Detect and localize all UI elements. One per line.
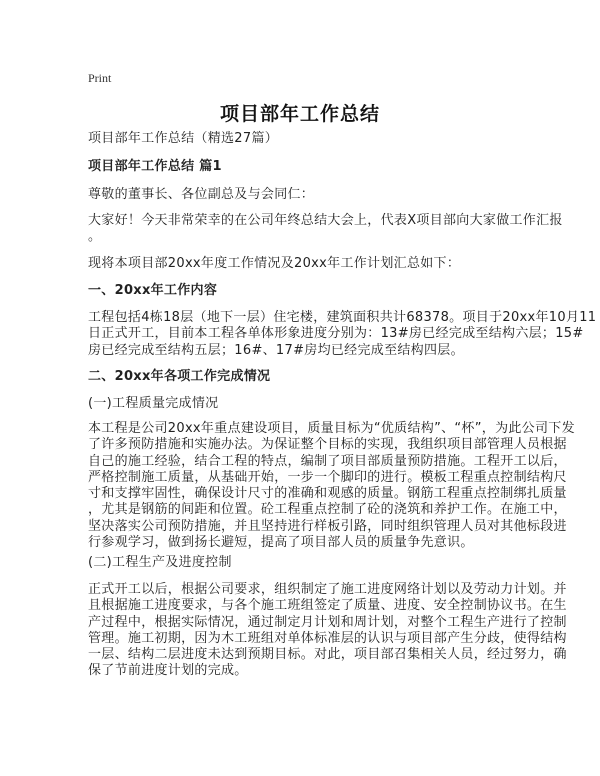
article-heading: 项目部年工作总结 篇1 xyxy=(88,159,222,174)
greeting: 尊敬的董事长、各位副总及与会同仁： xyxy=(88,187,315,202)
paragraph-line: 正式开工以后，根据公司要求，组织制定了施工进度网络计划以及劳动力计划。并 xyxy=(88,582,567,597)
paragraph-line: 了许多预防措施和实施办法。为保证整个目标的实现，我组织项目部管理人员根据 xyxy=(88,437,567,453)
summary-intro: 现将本项目部20xx年度工作情况及20xx年工作计划汇总如下： xyxy=(88,256,461,271)
paragraph-line: 行参观学习，做到扬长避短，提高了项目部人员的质量争先意识。 xyxy=(88,535,474,551)
paragraph-line: 产过程中，根据实际情况，通过制定月计划和周计划，对整个工程生产进行了控制 xyxy=(88,614,567,630)
paragraph-line: 寸和支撑牢固性，确保设计尺寸的准确和观感的质量。钢筋工程重点控制绑扎质量 xyxy=(88,486,567,502)
paragraph-line: 工程包括4栋18层（地下一层）住宅楼，建筑面积共计68378。项目于20xx年10月11 xyxy=(88,310,597,325)
intro-paragraph xyxy=(88,213,563,246)
paragraph-line: 日正式开工，目前本工程各单体形象进度分别为：13#房已经完成至结构六层；15# xyxy=(88,326,584,342)
section1-paragraph xyxy=(88,310,596,359)
sub2-paragraph xyxy=(88,582,567,680)
print-link[interactable]: Print xyxy=(88,71,112,85)
sub1-paragraph xyxy=(88,421,575,551)
paragraph-line: 本工程是公司20xx年重点建设项目，质量目标为“优质结构”、“杯”，为此公司下发 xyxy=(88,421,575,436)
paragraph-line: 。 xyxy=(88,229,102,245)
document-title: 项目部年工作总结 xyxy=(219,103,380,125)
sub1-heading: (一)工程质量完成情况 xyxy=(88,396,219,411)
paragraph-line: 坚决落实公司预防措施，并且坚持进行样板引路，同时组织管理人员对其他标段进 xyxy=(88,518,567,534)
paragraph-line: ，尤其是钢筋的间距和位置。砼工程重点控制了砼的浇筑和养护工作。在施工中， xyxy=(88,502,567,518)
section2-heading: 二、20xx年各项工作完成情况 xyxy=(88,369,271,384)
subtitle: 项目部年工作总结（精选27篇） xyxy=(88,131,279,146)
sub2-heading: (二)工程生产及进度控制 xyxy=(88,555,232,570)
paragraph-line: 严格控制施工质量，从基础开始，一步一个脚印的进行。模板工程重点控制结构尺 xyxy=(88,469,567,485)
paragraph-line: 保了节前进度计划的完成。 xyxy=(88,663,248,679)
paragraph-line: 管理。施工初期，因为木工班组对单体标准层的认识与项目部产生分歧，使得结构 xyxy=(88,630,567,646)
paragraph-line: 大家好！今天非常荣幸的在公司年终总结大会上，代表X项目部向大家做工作汇报 xyxy=(88,213,563,228)
paragraph-line: 且根据施工进度要求，与各个施工班组签定了质量、进度、安全控制协议书。在生 xyxy=(88,598,567,614)
paragraph-line: 自己的施工经验，结合工程的特点，编制了项目部质量预防措施。工程开工以后， xyxy=(88,453,567,469)
paragraph-line: 一层、结构二层进度未达到预期目标。对此，项目部召集相关人员，经过努力，确 xyxy=(88,647,567,663)
paragraph-line: 房已经完成至结构五层；16#、17#房均已经完成至结构四层。 xyxy=(88,342,464,358)
section1-heading: 一、20xx年工作内容 xyxy=(88,283,218,298)
